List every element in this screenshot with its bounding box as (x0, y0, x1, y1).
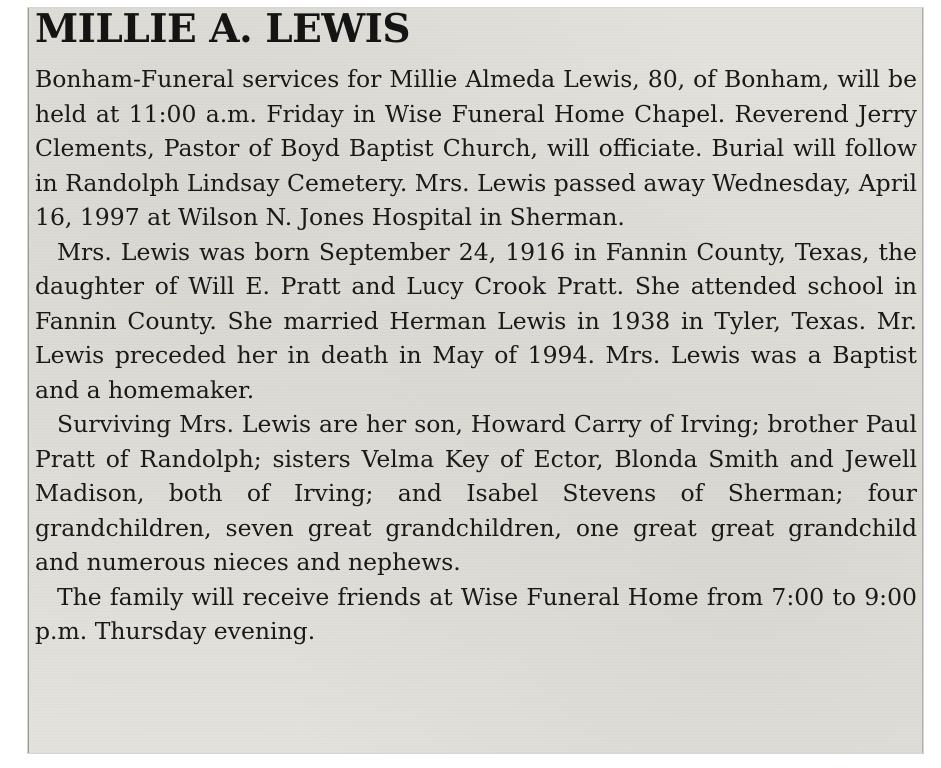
obituary-paragraph-visitation: The family will receive friends at Wise Funeral Home from 7:00 to 9:00 p.m. Thursday evening. (35, 582, 917, 645)
obituary-paragraph-services: Bonham-Funeral services for Millie Almeda Lewis, 80, of Bonham, will be held at 11:00 a.m. Friday in Wise Funeral Home Chapel. Reverend Jerry Clements, Pastor of Boyd Baptist Church, will officiate. Burial will follow in Randolph Lindsay Cemetery. Mrs. Lewis passed away Wednesday, April 16, 1997 at Wilson N. Jones Hospital in Sherman. (35, 65, 917, 231)
obituary-headline: MILLIE A. LEWIS (35, 6, 411, 52)
newspaper-clipping (28, 8, 923, 753)
obituary-body (35, 62, 917, 649)
obituary-paragraph-survivors: Surviving Mrs. Lewis are her son, Howard Carry of Irving; brother Paul Pratt of Randolph; sisters Velma Key of Ector, Blonda Smith and Jewell Madison, both of Irving; and Isabel Stevens of Sherman; four grandchildren, seven great grandchildren, one great great grandchild and numerous nieces and nephews. (35, 410, 917, 576)
obituary-paragraph-biography: Mrs. Lewis was born September 24, 1916 in Fannin County, Texas, the daughter of Will E. Pratt and Lucy Crook Pratt. She attended school in Fannin County. She married Herman Lewis in 1938 in Tyler, Texas. Mr. Lewis preceded her in death in May of 1994. Mrs. Lewis was a Baptist and a homemaker. (35, 237, 917, 404)
